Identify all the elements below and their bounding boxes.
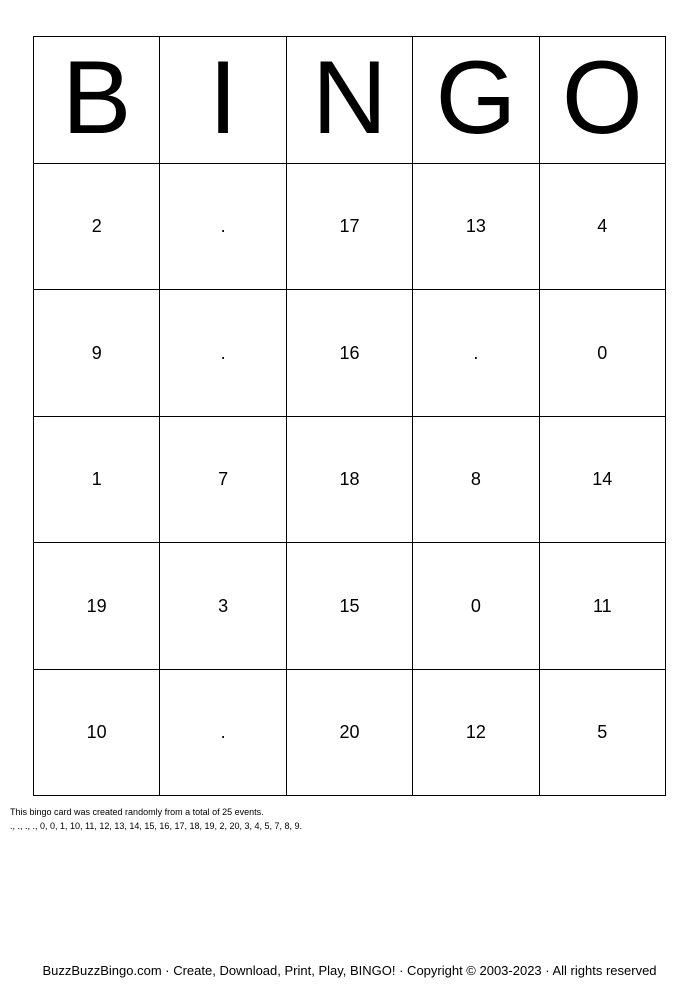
bingo-cell: 0 (413, 543, 539, 670)
bingo-cell: 12 (413, 670, 539, 797)
header-letter-b: B (34, 37, 160, 164)
bingo-cell: 8 (413, 417, 539, 544)
header-letter-g: G (413, 37, 539, 164)
bingo-card (33, 36, 666, 796)
bingo-cell: 7 (160, 417, 286, 544)
bingo-cell: . (160, 164, 286, 291)
bingo-cell: . (160, 670, 286, 797)
event-list: ., ., ., ., 0, 0, 1, 10, 11, 12, 13, 14, 15, 16, 17, 18, 19, 2, 20, 3, 4, 5, 7, 8, 9. (10, 821, 303, 831)
bingo-cell: 2 (34, 164, 160, 291)
bingo-cell: 11 (540, 543, 666, 670)
header-letter-n: N (287, 37, 413, 164)
bingo-cell: 4 (540, 164, 666, 291)
header-letter-i: I (160, 37, 286, 164)
bingo-cell: 15 (287, 543, 413, 670)
bingo-cell: . (413, 290, 539, 417)
bingo-cell: 3 (160, 543, 286, 670)
bingo-cell: . (160, 290, 286, 417)
bingo-cell: 19 (34, 543, 160, 670)
card-generation-note: This bingo card was created randomly from a total of 25 events. (10, 807, 264, 817)
bingo-cell: 17 (287, 164, 413, 291)
header-letter-o: O (540, 37, 666, 164)
bingo-cell: 5 (540, 670, 666, 797)
bingo-cell: 10 (34, 670, 160, 797)
bingo-cell: 18 (287, 417, 413, 544)
bingo-cell: 14 (540, 417, 666, 544)
bingo-cell: 1 (34, 417, 160, 544)
bingo-cell: 9 (34, 290, 160, 417)
bingo-cell: 13 (413, 164, 539, 291)
bingo-cell: 20 (287, 670, 413, 797)
footer-copyright: BuzzBuzzBingo.com · Create, Download, Print, Play, BINGO! · Copyright © 2003-2023 · All rights reserved (42, 963, 657, 978)
bingo-cell: 16 (287, 290, 413, 417)
bingo-cell: 0 (540, 290, 666, 417)
